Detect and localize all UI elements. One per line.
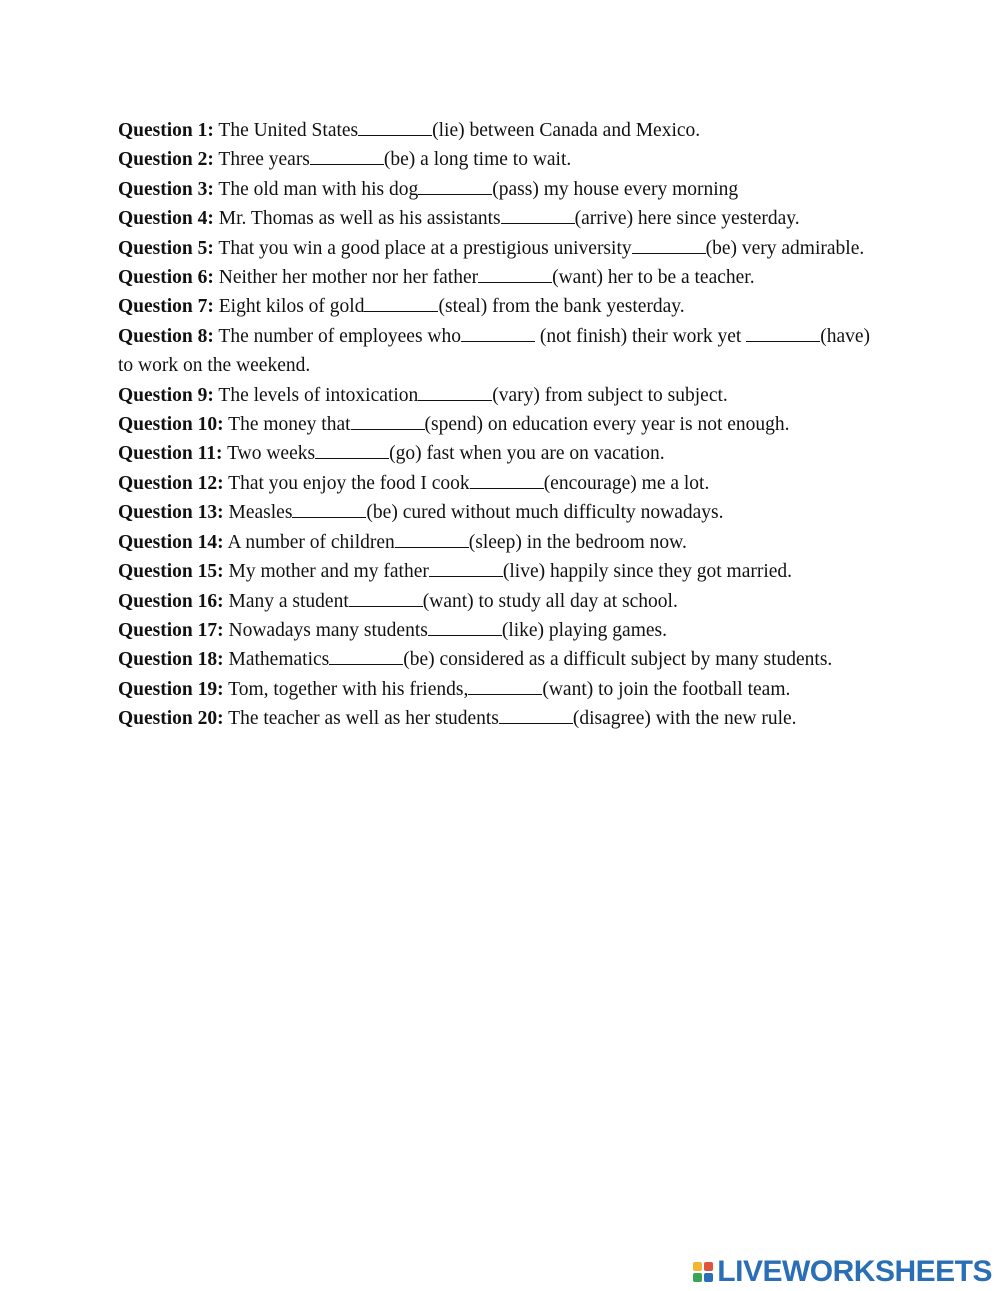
question-10: Question 10: The money that (spend) on education every year is not enough. <box>118 414 790 436</box>
answer-blank-2[interactable] <box>310 163 384 165</box>
logo-tile-green <box>693 1273 702 1282</box>
question-1: Question 1: The United States (lie) between Canada and Mexico. <box>118 120 701 141</box>
question-5: Question 5: That you win a good place at a prestigious university (be) very admirable. <box>118 237 865 259</box>
question-20: Question 20: The teacher as well as her students (disagree) with the new rule. <box>118 708 797 730</box>
worksheet <box>118 116 878 734</box>
logo-tile-yellow <box>693 1262 702 1271</box>
answer-blank-19[interactable] <box>468 693 542 695</box>
question-16: Question 16: Many a student (want) to study all day at school. <box>118 590 678 612</box>
logo-tile-red <box>704 1262 713 1271</box>
question-9: Question 9: The levels of intoxication (vary) from subject to subject. <box>118 384 728 406</box>
answer-blank-13[interactable] <box>292 516 366 518</box>
question-6: Question 6: Neither her mother nor her father (want) her to be a teacher. <box>118 267 755 289</box>
answer-blank-17[interactable] <box>428 634 502 636</box>
answer-blank-11[interactable] <box>315 457 389 459</box>
question-17: Question 17: Nowadays many students (like) playing games. <box>118 619 667 641</box>
answer-blank-16[interactable] <box>349 605 423 607</box>
question-14: Question 14: A number of children (sleep) in the bedroom now. <box>118 531 687 553</box>
question-11: Question 11: Two weeks (go) fast when you are on vacation. <box>118 443 665 465</box>
question-3: Question 3: The old man with his dog (pass) my house every morning <box>118 178 739 200</box>
question-2: Question 2: Three years (be) a long time to wait. <box>118 149 572 171</box>
question-13: Question 13: Measles (be) cured without much difficulty nowadays. <box>118 502 724 524</box>
logo-tile-blue <box>704 1273 713 1282</box>
liveworksheets-brand[interactable] <box>693 1255 992 1289</box>
question-15: Question 15: My mother and my father (live) happily since they got married. <box>118 561 793 583</box>
question-19: Question 19: Tom, together with his friends, (want) to join the football team. <box>118 678 791 700</box>
answer-blank-1[interactable] <box>358 134 432 136</box>
question-18: Question 18: Mathematics (be) considered as a difficult subject by many students. <box>118 649 833 671</box>
question-12: Question 12: That you enjoy the food I cook (encourage) me a lot. <box>118 472 710 494</box>
answer-blank-7[interactable] <box>364 310 438 312</box>
answer-blank-5[interactable] <box>632 252 706 254</box>
answer-blank-14[interactable] <box>395 546 469 548</box>
answer-blank-3[interactable] <box>418 193 492 195</box>
answer-blank-20[interactable] <box>499 722 573 724</box>
question-4: Question 4: Mr. Thomas as well as his assistants (arrive) here since yesterday. <box>118 208 800 230</box>
answer-blank-15[interactable] <box>429 575 503 577</box>
answer-blank-4[interactable] <box>501 222 575 224</box>
answer-blank-6[interactable] <box>478 281 552 283</box>
answer-blank-8b[interactable] <box>746 340 820 342</box>
question-8: Question 8: The number of employees who (not finish) their work yet (have) to work on the weekend. <box>118 325 871 377</box>
liveworksheets-logo-icon <box>693 1262 713 1282</box>
answer-blank-18[interactable] <box>329 663 403 665</box>
question-7: Question 7: Eight kilos of gold (steal) from the bank yesterday. <box>118 296 685 318</box>
answer-blank-10[interactable] <box>351 428 425 430</box>
answer-blank-9[interactable] <box>418 399 492 401</box>
brand-name: LIVEWORKSHEETS <box>717 1255 992 1288</box>
answer-blank-8a[interactable] <box>461 340 535 342</box>
answer-blank-12[interactable] <box>470 487 544 489</box>
